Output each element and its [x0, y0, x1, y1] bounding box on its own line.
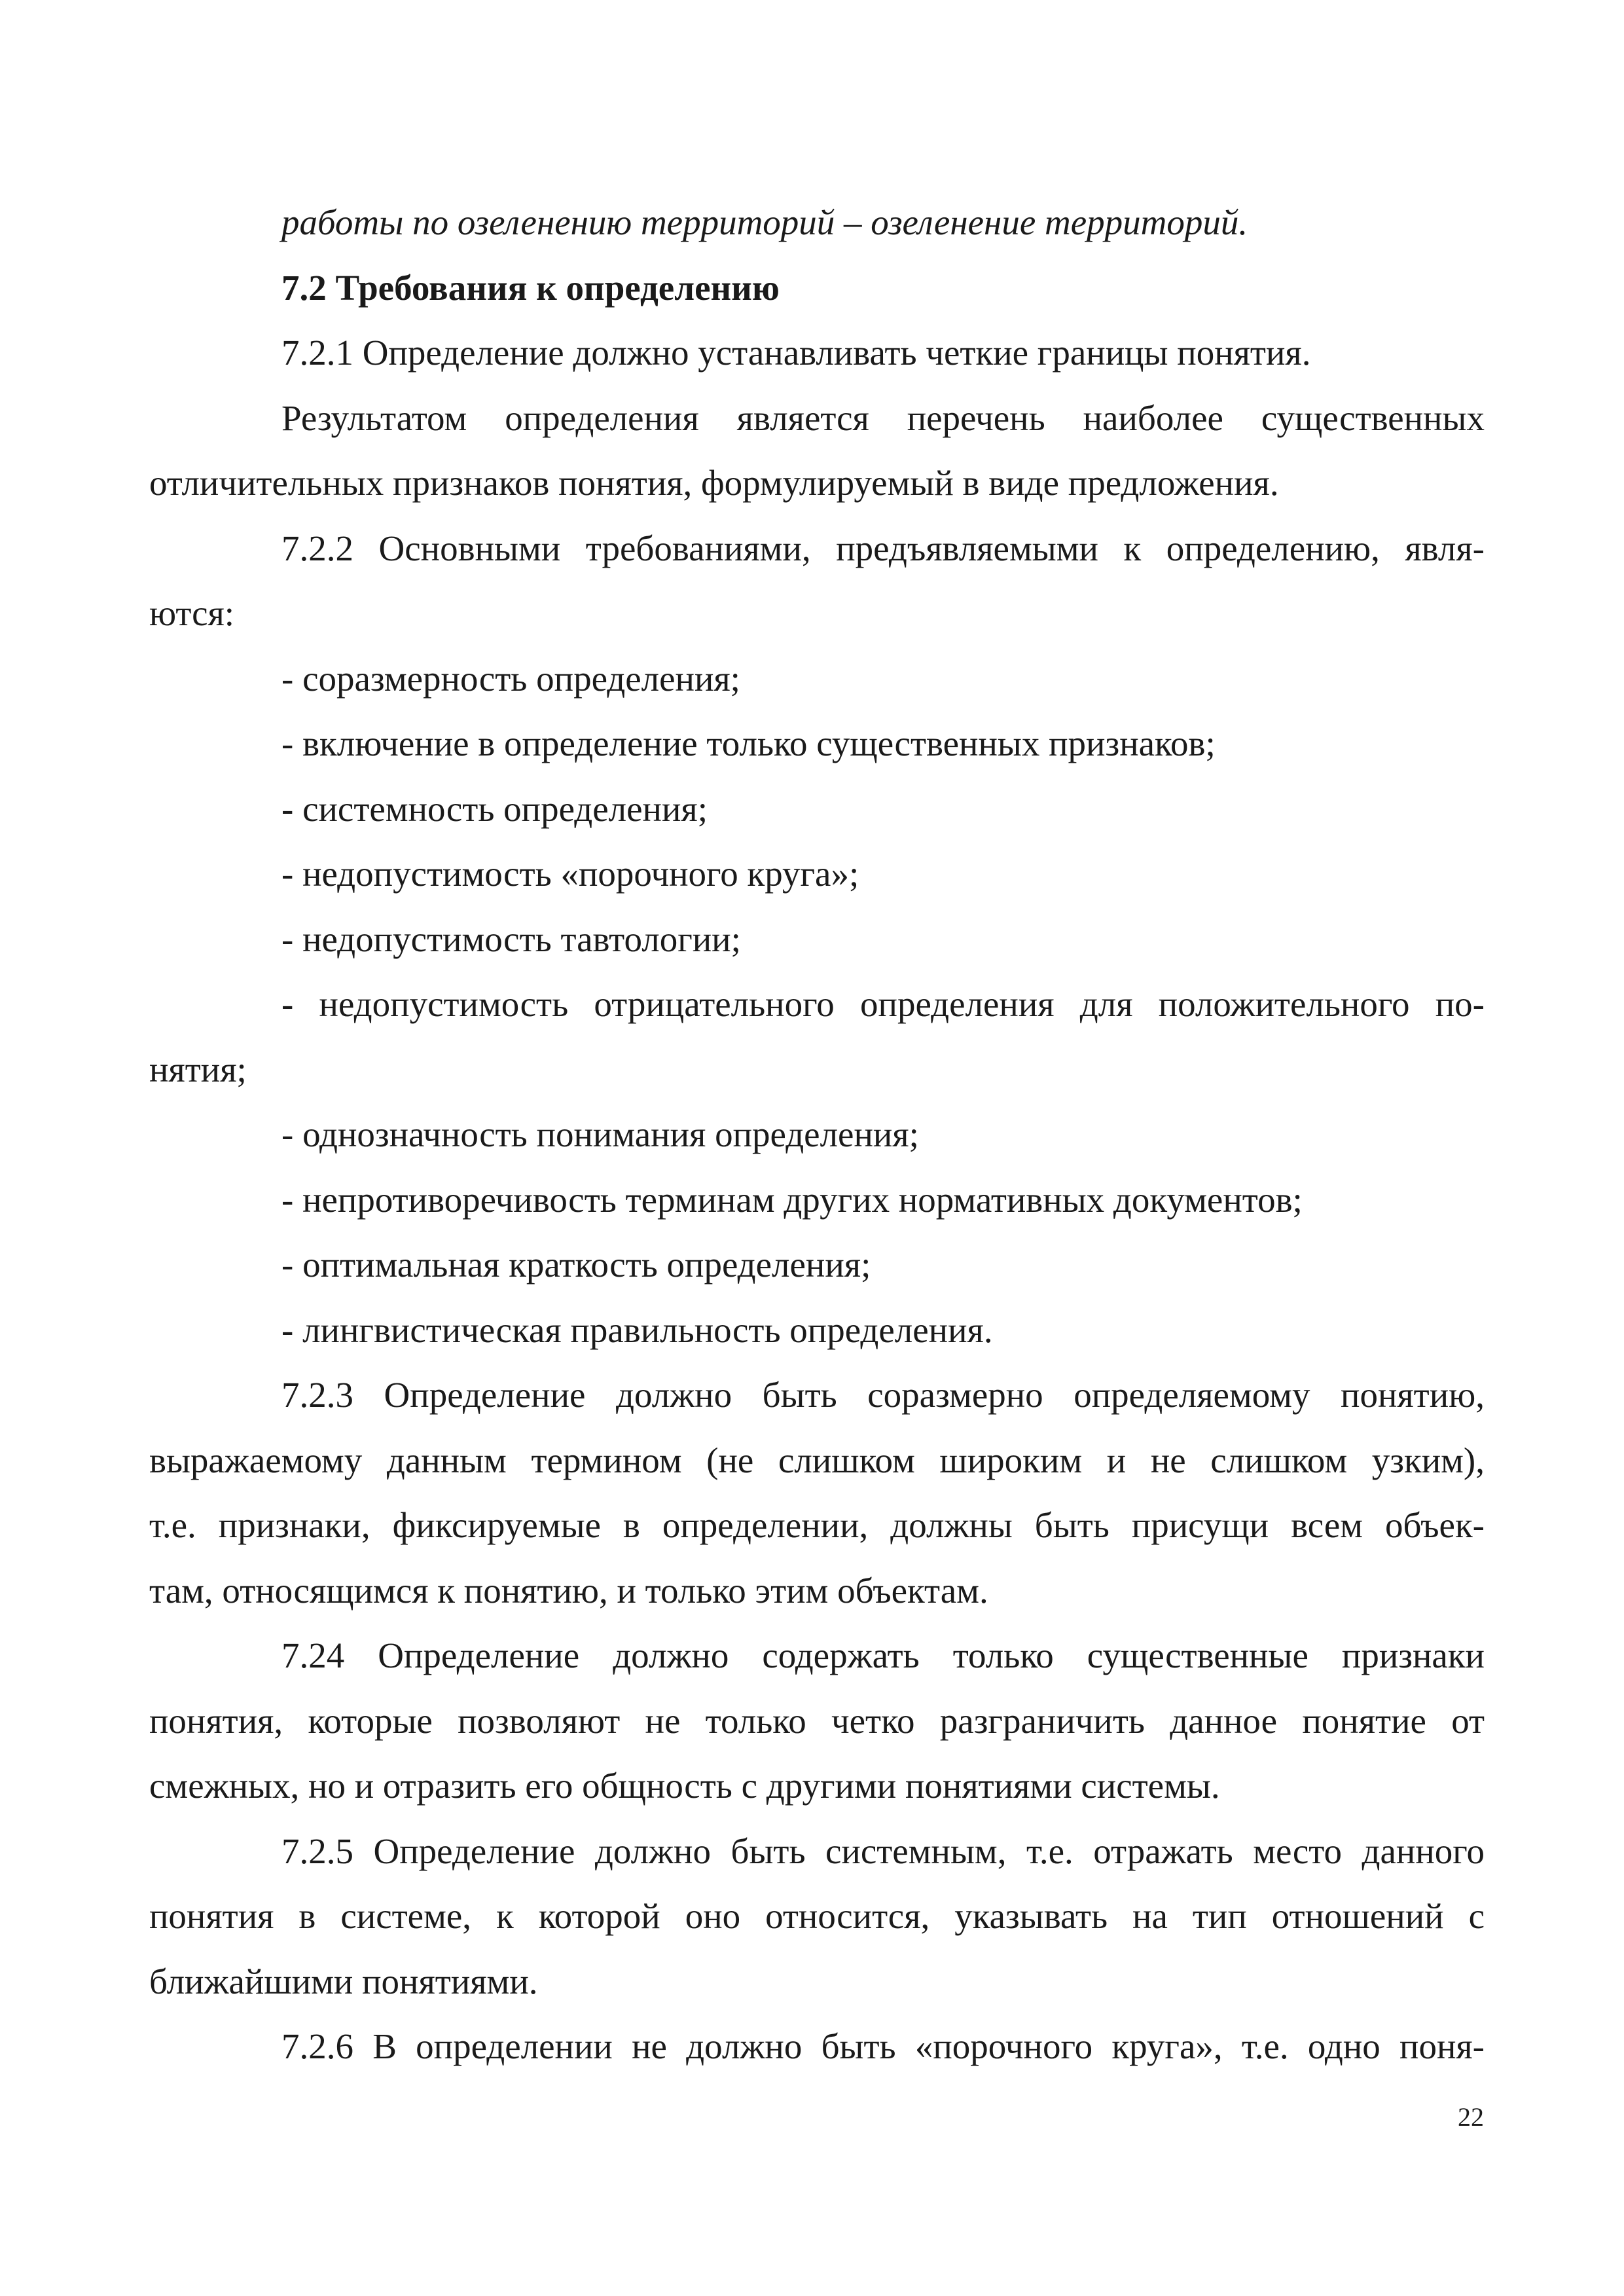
- page-number: 22: [1458, 2102, 1484, 2132]
- body-text: [149, 190, 1485, 2079]
- text-line: 7.2.2 Основными требованиями, предъявляемыми к определению, явля-: [281, 528, 1485, 568]
- text-line: ближайшими понятиями.: [149, 1961, 538, 2001]
- text-line: работы по озеленению территорий – озеленение территорий.: [281, 202, 1248, 242]
- text-line: понятия, которые позволяют не только четко разграничить данное понятие от: [149, 1700, 1485, 1741]
- text-line: - однозначность понимания определения;: [281, 1114, 919, 1154]
- text-line: - соразмерность определения;: [281, 658, 740, 699]
- text-line: там, относящимся к понятию, и только этим объектам.: [149, 1570, 988, 1611]
- text-line: выражаемому данным термином (не слишком широким и не слишком узким),: [149, 1440, 1485, 1480]
- text-line: - системность определения;: [281, 788, 708, 829]
- text-line: понятия в системе, к которой оно относится, указывать на тип отношений с: [149, 1896, 1485, 1936]
- text-line: 7.2.1 Определение должно устанавливать четкие границы понятия.: [281, 333, 1311, 373]
- text-line: нятия;: [149, 1049, 247, 1089]
- text-line: т.е. признаки, фиксируемые в определении, должны быть присущи всем объек-: [149, 1505, 1485, 1545]
- text-line: - включение в определение только существенных признаков;: [281, 723, 1216, 763]
- text-line: 7.2.6 В определении не должно быть «порочного круга», т.е. одно поня-: [281, 2026, 1485, 2066]
- text-line: - непротиворечивость терминам других нормативных документов;: [281, 1179, 1303, 1220]
- text-line: - недопустимость «порочного круга»;: [281, 854, 859, 894]
- section-heading: 7.2 Требования к определению: [281, 267, 780, 308]
- text-line: - недопустимость отрицательного определения для положительного по-: [281, 984, 1485, 1024]
- text-line: 7.24 Определение должно содержать только существенные признаки: [281, 1635, 1485, 1675]
- text-line: 7.2.3 Определение должно быть соразмерно определяемому понятию,: [281, 1375, 1485, 1415]
- text-line: отличительных признаков понятия, формулируемый в виде предложения.: [149, 463, 1279, 503]
- text-line: смежных, но и отразить его общность с другими понятиями системы.: [149, 1766, 1220, 1806]
- text-line: - лингвистическая правильность определения.: [281, 1309, 993, 1350]
- text-line: Результатом определения является перечень наиболее существенных: [281, 397, 1485, 438]
- text-line: ются:: [149, 593, 235, 633]
- text-line: - недопустимость тавтологии;: [281, 919, 741, 959]
- text-line: - оптимальная краткость определения;: [281, 1245, 871, 1285]
- text-line: 7.2.5 Определение должно быть системным, т.е. отражать место данного: [281, 1831, 1485, 1871]
